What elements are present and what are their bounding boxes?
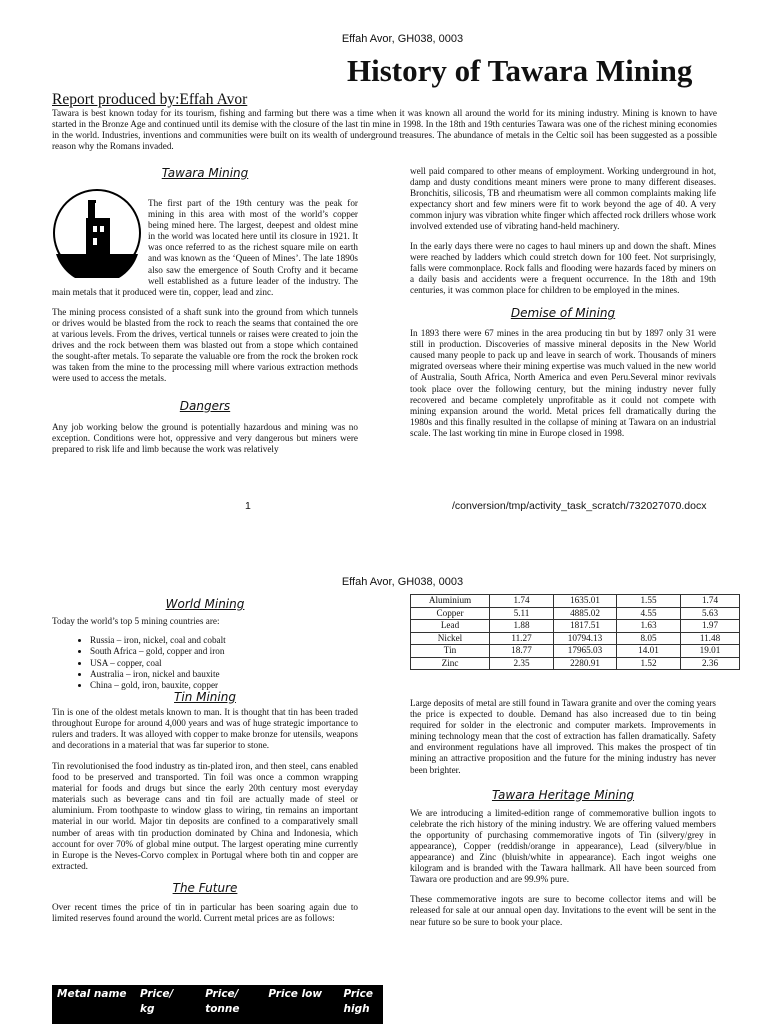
list-item: • USA – copper, coal <box>90 658 358 669</box>
left-column-page2 <box>52 597 358 924</box>
table-header-cell: Price/ tonne <box>205 988 240 1015</box>
metal-price-table-header <box>52 985 383 1024</box>
page-header: Effah Avor, GH038, 0003 <box>341 33 464 45</box>
list-item: • South Africa – gold, copper and iron <box>90 646 358 657</box>
right-column-page1 <box>410 166 716 439</box>
table-row: Zinc 2.35 2280.91 1.52 2.36 <box>411 657 740 670</box>
table-row: Aluminium 1.74 1635.01 1.55 1.74 <box>411 595 740 608</box>
table-row: Nickel 11.27 10794.13 8.05 11.48 <box>411 632 740 645</box>
deposits-paragraph: Large deposits of metal are still found in Tawara granite and over the coming years the price is expected to double. Demand has also increased due to tin being required for solder in the electronic and computer markets. Improvements in mining technology mean that the cost of extraction has fallen dramatically. Safety and environment regulations have all improved. This makes the prospect of tin mining an attractive proposition and the future for the mining industry has never been brighter. <box>410 698 716 775</box>
table-row: Tin 18.77 17965.03 14.01 19.01 <box>411 645 740 658</box>
right-column-page2 <box>410 594 721 928</box>
tawara-mining-paragraph-1: The first part of the 19th century was the peak for mining in this area with most of the world’s copper being mined here. The largest, deepest and oldest mine in the world was located here until its closure in 1921. It was once referred to as the richest square mile on earth and was known as the ‘Queen of Mines’. The late 1890s also saw the emergence of South Crofty and it became well established as a future leader of the industry. The main metals that it produced were tin, copper, lead and zinc. <box>52 198 358 297</box>
table-row: Lead 1.88 1817.51 1.63 1.97 <box>411 620 740 633</box>
heritage-paragraph-1: We are introducing a limited-edition range of commemorative bullion ingots to celebrate the rich history of the mining industry. We are offering valued members the opportunity of purchasing commemorative ingots of Tin (silvery/grey in appearance), Copper (reddish/orange in appearance), Lead (silvery/blue in appearance) and Zinc (bluish/white in appearance). Each ingot weighs one kilogram and is branded with the Tawara hallmark. All have been sourced from Tawara ore production and are 99.9% pure. <box>410 807 716 885</box>
table-row: Copper 5.11 4885.02 4.55 5.63 <box>411 607 740 620</box>
tin-mining-paragraph-1: Tin is one of the oldest metals known to man. It is thought that tin has been traded throughout Europe for around 4,000 years and was of huge strategic importance to rulers and traders. It was alloyed with copper to make bronze for utensils, weapons and decorations in a material that was far superior to stone. <box>52 706 358 750</box>
dangers-paragraph-2: In the early days there were no cages to haul miners up and down the shaft. Mines were reached by ladders which could stretch down for 100 feet. Not surprisingly, falls were commonplace. Rock falls and flooding were hazards faced by miners on a daily basis and accidents were a frequent occurrence. In the 18th and 19th centuries, it was common place for children to be employed in the mines. <box>410 240 716 295</box>
list-item: • Australia – iron, nickel and bauxite <box>90 669 358 680</box>
document-title: History of Tawara Mining <box>347 53 693 88</box>
intro-paragraph: Tawara is best known today for its tourism, fishing and farming but there was a time when it was known all around the world for its mining industry. Mining is known to have started in the Bronze Age and continued until its demise with the closure of the last tin mine in 1998. In the 18th and 19th centuries Tawara was one of the richest mining economies in the world. Industries, inventions and communities were built on its wealth of underground treasures. The abundance of metals in the Celtic soil has been suggested as a possible reason why the Romans invaded. <box>52 108 717 152</box>
section-heading-dangers: Dangers <box>179 398 231 413</box>
section-heading-demise: Demise of Mining <box>510 306 616 321</box>
demise-paragraph: In 1893 there were 67 mines in the area producing tin but by 1897 only 31 were still in production. Discoveries of massive mineral deposits in the New World caused many people to pack up and leave in search of work. Thousands of miners migrated overseas where their mining expertise was much valued in the new world of Australia, South Africa, North America and even Peru.Several minor revivals took place over the following century, but the mining industry never fully recovered and became completely unprofitable as it could not compete with mining expansion around the world. Metal prices fell dramatically during the 1980s and this finally resulted in the collapse of mining at Tawara on an industrial scale. The last working tin mine in Europe closed in 1998. <box>410 328 716 438</box>
tin-mining-paragraph-2: Tin revolutionised the food industry as tin-plated iron, and then steel, cans enabled food to be preserved and transported. Tin foil was once a common wrapping material for foods and drugs but since the early 20th century most everyday materials such as beverage cans and tin foil are actually made of steel or aluminium. From toothpaste to window glass to wiring, tin remains an important material in our world. Major tin deposits are confined to a comparatively small number of areas with tin production dominated by China and Indonesia, which account for over 70% of global mine output. The largest operating mine currently in Europe is the Neves-Corvo complex in Portugal where both tin and copper are extracted. <box>52 760 358 871</box>
section-heading-tawara-mining: Tawara Mining <box>161 166 249 180</box>
table-header-cell: Price high <box>343 988 373 1015</box>
tawara-mining-paragraph-2: The mining process consisted of a shaft sunk into the ground from which tunnels or drives would be blasted from the rock to reach the seams that contained the ore at various levels. From the drives, vertical tunnels or raises were created to join the drives and the rock between them was blasted out from a stope which contained the sought-after metals. To separate the valuable ore from the rock the broken rock was taken from the mine to the processing mill where various extraction methods were used to access the metals. <box>52 306 358 384</box>
section-heading-tin-mining: Tin Mining <box>174 689 236 704</box>
left-column-page1 <box>52 166 358 455</box>
mine-logo-icon <box>52 188 142 278</box>
list-item: • China – gold, iron, bauxite, copper <box>90 680 358 691</box>
section-heading-the-future: The Future <box>172 880 238 895</box>
dangers-paragraph-1-continued: well paid compared to other means of employment. Working underground in hot, damp and dusty conditions meant miners were prone to many different diseases. Bronchitis, silicosis, TB and rheumatism were all common complaints making life expectancy short and few miners were fit to work beyond the age of 40. A very common injury was vibration white finger which affected rock drillers whose work involved extended use of vibrating hand-held machinery. <box>410 166 716 232</box>
future-paragraph: Over recent times the price of tin in particular has been soaring again due to limited reserves found around the world. Current metal prices are as follows: <box>52 901 358 923</box>
world-mining-intro: Today the world’s top 5 mining countries are: <box>52 616 220 626</box>
section-heading-heritage: Tawara Heritage Mining <box>491 787 635 802</box>
page2-header: Effah Avor, GH038, 0003 <box>341 576 464 588</box>
page-number: 1 <box>245 500 251 512</box>
section-heading-world-mining: World Mining <box>165 597 245 611</box>
report-byline: Report produced by:Effah Avor <box>52 91 248 108</box>
dangers-paragraph-1: Any job working below the ground is potentially hazardous and mining was no exception. Conditions were hot, oppressive and very dangerous but miners were prepared to risk life and limb because the work was relatively <box>52 421 358 454</box>
file-path: /conversion/tmp/activity_task_scratch/732027070.docx <box>452 500 707 512</box>
heritage-paragraph-2: These commemorative ingots are sure to become collector items and will be released for sale at our annual open day. Invitations to the event will be sent in the near future so be sure to book your place. <box>410 894 716 927</box>
table-header-cell: Price/ kg <box>139 988 174 1015</box>
table-header-cell: Metal name <box>57 988 127 1000</box>
table-header-cell: Price low <box>268 988 323 1000</box>
list-item: • Russia – iron, nickel, coal and cobalt <box>90 635 358 646</box>
mining-countries-list <box>52 635 358 691</box>
metal-price-table <box>410 594 740 670</box>
